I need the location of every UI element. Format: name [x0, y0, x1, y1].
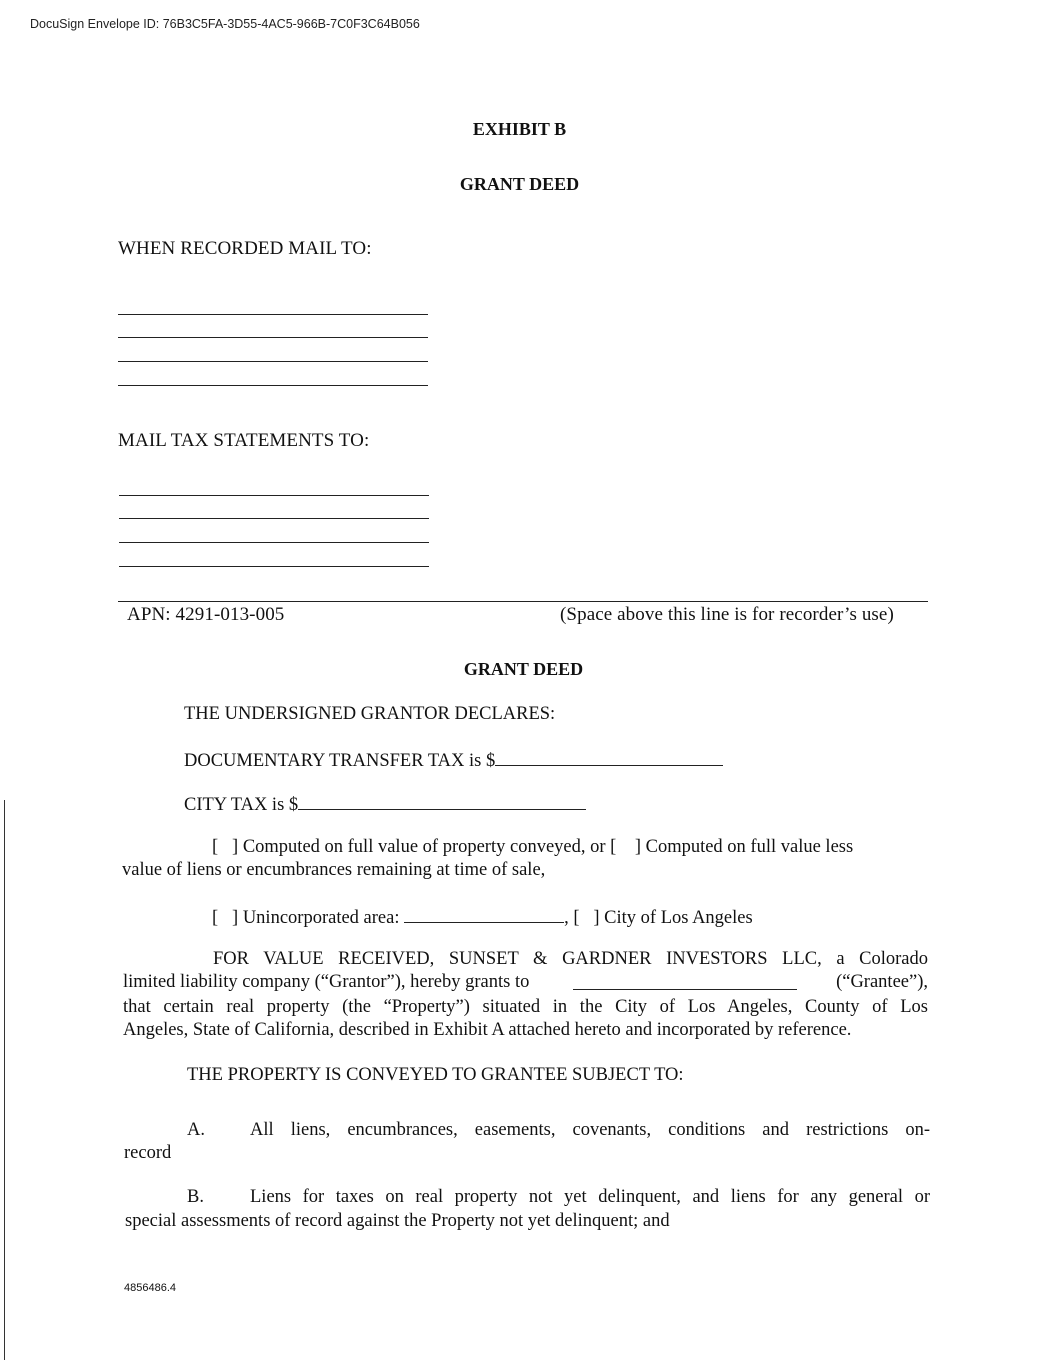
recorder-space-note: (Space above this line is for recorder’s use)	[560, 604, 894, 625]
value-paragraph-line-3: that certain real property (the “Property”) situated in the City of Los Angeles, County of Los	[123, 997, 928, 1017]
mail-to-line-1[interactable]	[118, 314, 428, 315]
grantee-label: (“Grantee”),	[831, 972, 928, 992]
exhibit-title: EXHIBIT B	[472, 119, 567, 139]
scan-edge-line	[4, 800, 5, 1360]
apn-number: APN: 4291-013-005	[127, 604, 285, 625]
deed-title: GRANT DEED	[463, 659, 584, 679]
tax-line-2[interactable]	[119, 518, 429, 519]
value-paragraph-line-4: Angeles, State of California, described in Exhibit A attached hereto and incorporated by reference.	[123, 1020, 852, 1040]
computed-line-1: [ ] Computed on full value of property conveyed, or [ ] Computed on full value less	[212, 837, 854, 857]
item-a-line-2: record	[124, 1143, 172, 1163]
recorder-divider	[118, 601, 928, 602]
grantor-clause: limited liability company (“Grantor”), hereby grants to	[123, 972, 534, 992]
city-of-la-option: , [ ] City of Los Angeles	[564, 908, 753, 928]
mail-to-line-4[interactable]	[118, 385, 428, 386]
computed-line-2: value of liens or encumbrances remaining at time of sale,	[122, 860, 546, 880]
item-b-label: B.	[187, 1187, 204, 1207]
transfer-tax-blank[interactable]	[495, 747, 723, 766]
mail-to-label: WHEN RECORDED MAIL TO:	[118, 238, 372, 259]
item-b-line-2: special assessments of record against the Property not yet delinquent; and	[125, 1211, 670, 1231]
envelope-id: DocuSign Envelope ID: 76B3C5FA-3D55-4AC5-966B-7C0F3C64B056	[30, 17, 420, 31]
value-paragraph-line-2	[123, 971, 928, 995]
transfer-tax-label: DOCUMENTARY TRANSFER TAX is $	[184, 751, 496, 771]
item-a-label: A.	[187, 1120, 205, 1140]
item-b-line-1: Liens for taxes on real property not yet delinquent, and liens for any general or	[250, 1187, 930, 1207]
tax-line-1[interactable]	[119, 495, 429, 496]
transfer-tax-line	[184, 747, 723, 774]
value-paragraph-line-1: FOR VALUE RECEIVED, SUNSET & GARDNER INVESTORS LLC, a Colorado	[213, 949, 928, 969]
tax-statements-label: MAIL TAX STATEMENTS TO:	[118, 430, 370, 451]
city-tax-blank[interactable]	[298, 791, 586, 810]
tax-line-4[interactable]	[119, 566, 429, 567]
grantee-blank[interactable]	[573, 971, 797, 990]
mail-to-line-3[interactable]	[118, 361, 428, 362]
unincorporated-label: [ ] Unincorporated area:	[212, 908, 405, 928]
city-tax-label: CITY TAX is $	[184, 795, 299, 815]
unincorporated-blank[interactable]	[404, 904, 564, 923]
grant-deed-heading: GRANT DEED	[459, 174, 580, 194]
item-a-line-1: All liens, encumbrances, easements, covenants, conditions and restrictions on-	[250, 1120, 930, 1140]
subject-to-heading: THE PROPERTY IS CONVEYED TO GRANTEE SUBJECT TO:	[187, 1065, 684, 1085]
unincorporated-line	[212, 904, 753, 931]
city-tax-line	[184, 791, 586, 818]
tax-line-3[interactable]	[119, 542, 429, 543]
declares-line: THE UNDERSIGNED GRANTOR DECLARES:	[184, 704, 556, 724]
document-number: 4856486.4	[124, 1282, 176, 1294]
mail-to-line-2[interactable]	[118, 337, 428, 338]
